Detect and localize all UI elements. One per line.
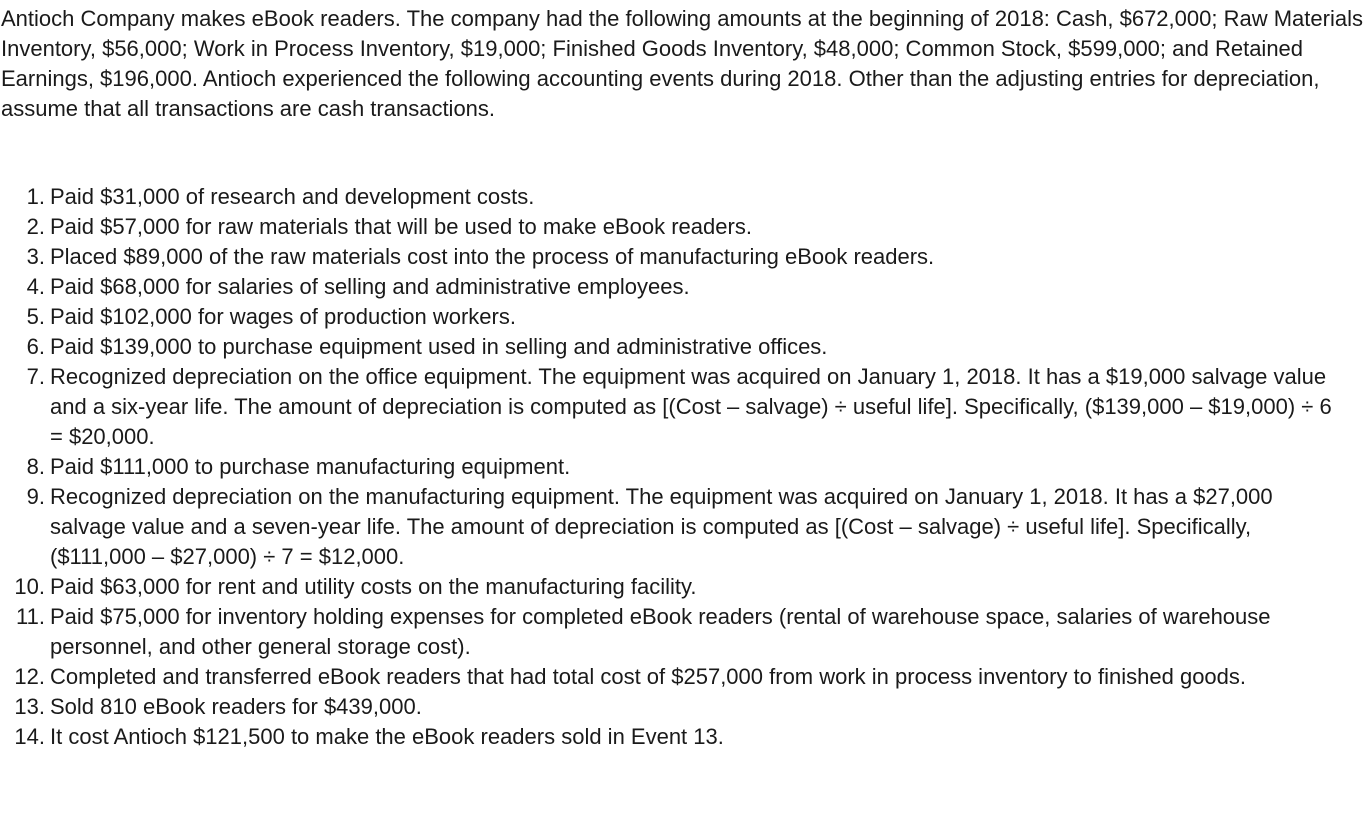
- list-item-number: 11.: [16, 604, 45, 629]
- list-item-number: 1.: [26, 184, 45, 209]
- list-item-text: Recognized depreciation on the office equipment. The equipment was acquired on January 1, 2018. It has a $19,000 salvage value and a six-year life. The amount of depreciation is computed as [(Cost – salvage) ÷ useful life]. Specifically, ($139,000 – $19,000) ÷ 6 = $20,000.: [50, 364, 1332, 449]
- list-item-number: 10.: [14, 574, 45, 599]
- list-item-text: Paid $57,000 for raw materials that will be used to make eBook readers.: [50, 214, 752, 239]
- list-item-text: Recognized depreciation on the manufacturing equipment. The equipment was acquired on January 1, 2018. It has a $27,000 salvage value and a seven-year life. The amount of depreciation is computed as [(Cost – salvage) ÷ useful life]. Specifically, ($111,000 – $27,000) ÷ 7 = $12,000.: [50, 484, 1273, 569]
- intro-paragraph: Antioch Company makes eBook readers. The company had the following amounts at the beginning of 2018: Cash, $672,000; Raw Materials Inventory, $56,000; Work in Process Inventory, $19,000; Finished Goods Inventory, $48,000; Common Stock, $599,000; and Retained Earnings, $196,000. Antioch experienced the following accounting events during 2018. Other than the adjusting entries for depreciation, assume that all transactions are cash transactions.: [1, 6, 1363, 121]
- list-item: [26, 482, 1350, 572]
- list-item: [14, 692, 1350, 722]
- list-item: [14, 662, 1350, 692]
- list-item: [26, 452, 1350, 482]
- list-item: [26, 272, 1350, 302]
- list-item: [16, 602, 1350, 662]
- list-item-text: Paid $63,000 for rent and utility costs on the manufacturing facility.: [50, 574, 697, 599]
- list-item: [26, 332, 1350, 362]
- list-item-number: 13.: [14, 694, 45, 719]
- list-item-number: 4.: [26, 274, 45, 299]
- list-item: [26, 212, 1350, 242]
- list-item: [26, 182, 1350, 212]
- list-item-number: 2.: [26, 214, 45, 239]
- list-item-number: 14.: [14, 724, 45, 749]
- events-list: [1, 182, 1350, 752]
- list-item-number: 6.: [26, 334, 45, 359]
- list-item-number: 8.: [26, 454, 45, 479]
- list-item-text: Completed and transferred eBook readers that had total cost of $257,000 from work in process inventory to finished goods.: [50, 664, 1247, 689]
- list-item-text: Paid $111,000 to purchase manufacturing equipment.: [50, 454, 571, 479]
- list-item-number: 7.: [26, 364, 45, 389]
- list-item: [14, 572, 1350, 602]
- list-item-number: 3.: [26, 244, 45, 269]
- list-item-text: Sold 810 eBook readers for $439,000.: [50, 694, 422, 719]
- list-item-number: 9.: [26, 484, 45, 509]
- list-item: [14, 722, 1350, 752]
- list-item-text: Paid $139,000 to purchase equipment used in selling and administrative offices.: [50, 334, 828, 359]
- list-item-text: Placed $89,000 of the raw materials cost into the process of manufacturing eBook readers.: [50, 244, 935, 269]
- list-item-text: Paid $68,000 for salaries of selling and administrative employees.: [50, 274, 690, 299]
- list-item-text: Paid $102,000 for wages of production workers.: [50, 304, 516, 329]
- list-item-number: 12.: [14, 664, 45, 689]
- list-item: [26, 362, 1350, 452]
- list-item: [26, 302, 1350, 332]
- list-item-number: 5.: [26, 304, 45, 329]
- list-item-text: Paid $31,000 of research and development costs.: [50, 184, 535, 209]
- list-item-text: Paid $75,000 for inventory holding expenses for completed eBook readers (rental of warehouse space, salaries of warehouse personnel, and other general storage cost).: [50, 604, 1271, 659]
- list-item: [26, 242, 1350, 272]
- list-item-text: It cost Antioch $121,500 to make the eBook readers sold in Event 13.: [50, 724, 724, 749]
